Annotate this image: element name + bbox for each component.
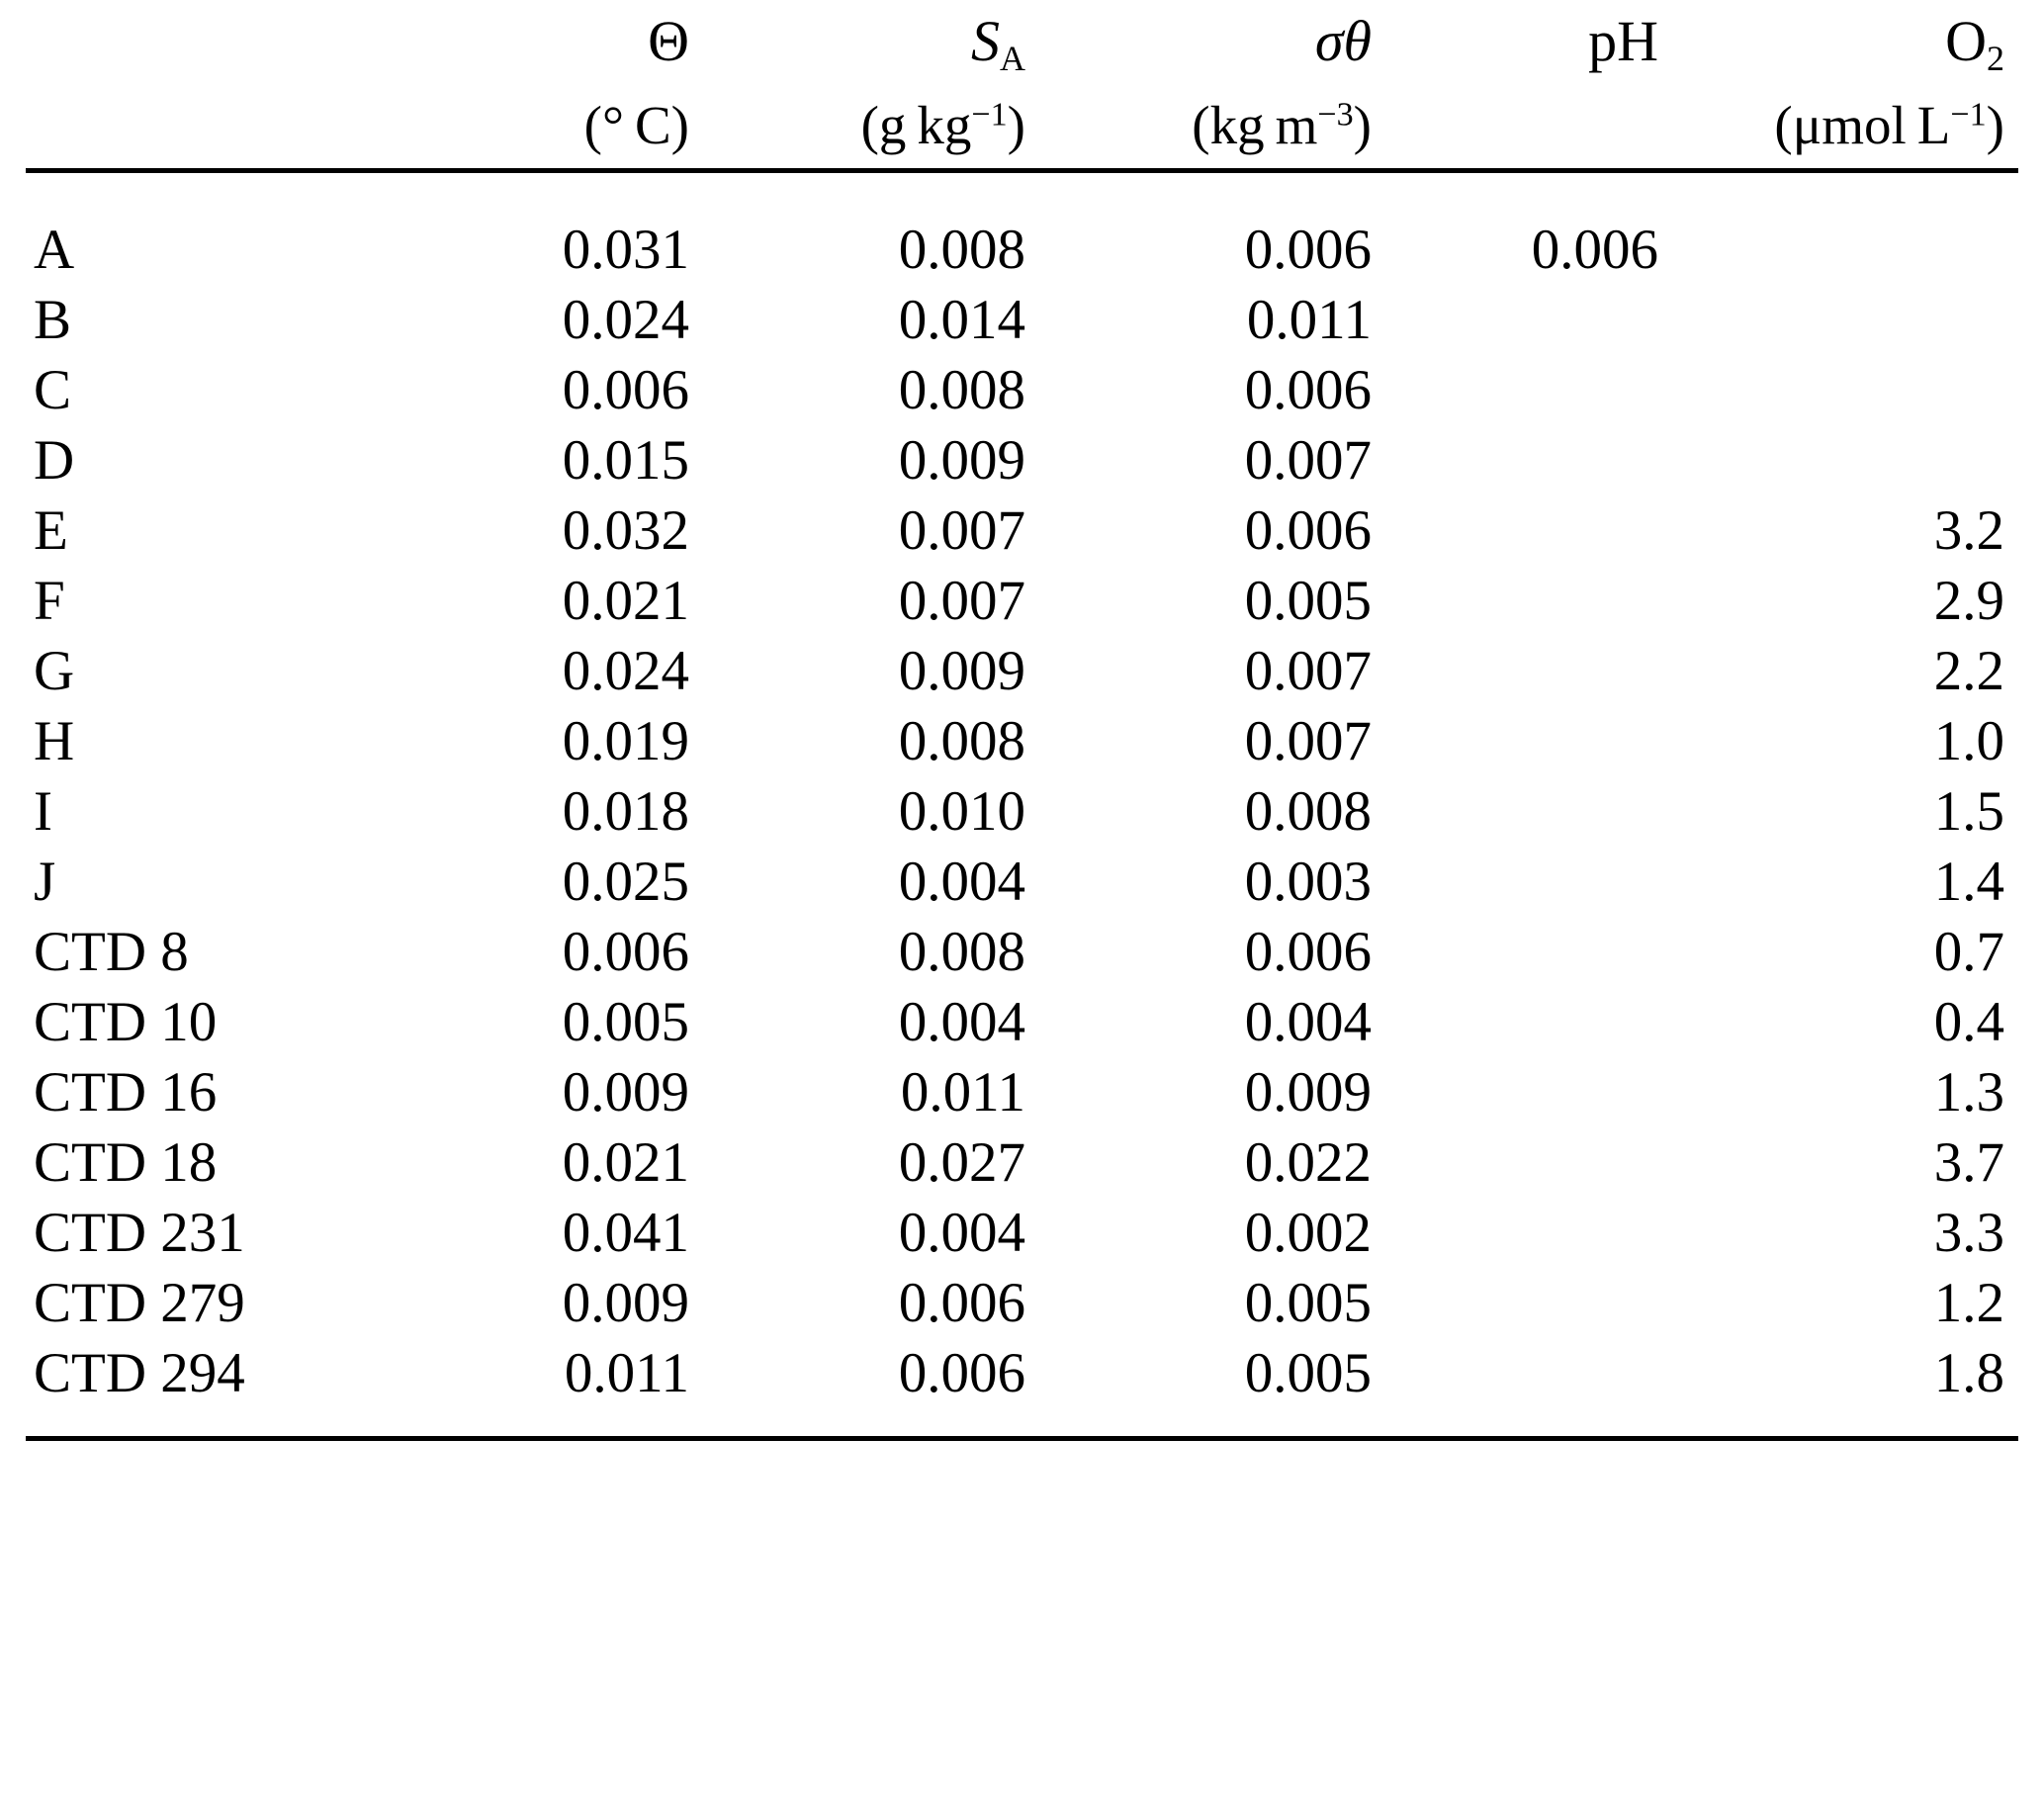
table-row: [26, 495, 2018, 566]
cell-sigma: 0.006: [1244, 219, 1372, 281]
cell-sigma: 0.005: [1244, 1342, 1372, 1404]
table-row: [26, 776, 2018, 847]
table-row: [26, 1057, 2018, 1127]
cell-sigma: 0.007: [1244, 640, 1372, 702]
cell-label: CTD 8: [34, 921, 189, 983]
table-row: [26, 215, 2018, 285]
header-sigma-unit: (kg $m^{-3}$): [1192, 95, 1372, 155]
cell-sigma: 0.006: [1244, 499, 1372, 562]
cell-sigma: 0.006: [1244, 921, 1372, 983]
cell-sa: 0.006: [898, 1342, 1025, 1404]
cell-label: G: [34, 640, 75, 702]
cell-sigma: 0.007: [1244, 429, 1372, 492]
cell-sigma: 0.022: [1244, 1131, 1372, 1194]
cell-o2: [1672, 285, 2018, 355]
cell-theta: 0.024: [562, 289, 689, 351]
table-row: [26, 1268, 2018, 1338]
cell-theta: 0.025: [562, 851, 689, 913]
bottom-rule: [26, 1439, 2018, 1444]
foot-spacer-row: [26, 1408, 2018, 1439]
cell-label: CTD 16: [34, 1061, 218, 1123]
cell-o2: 0.4: [1933, 991, 2004, 1053]
cell-label: B: [34, 289, 72, 351]
cell-sa: 0.027: [898, 1131, 1025, 1194]
header-theta-unit: (° C): [583, 95, 689, 155]
header-spacer-row: [26, 173, 2018, 215]
table-row: [26, 706, 2018, 776]
header-cell-sa: [703, 0, 1039, 171]
header-ph-symbol: pH: [1588, 9, 1658, 73]
cell-label: CTD 10: [34, 991, 218, 1053]
header-sigma: [1039, 0, 1385, 168]
cell-theta: 0.009: [562, 1061, 689, 1123]
cell-ph: [1385, 636, 1672, 706]
table-row: [26, 1198, 2018, 1268]
cell-sigma: 0.005: [1244, 570, 1372, 632]
cell-sa: 0.009: [898, 429, 1025, 492]
cell-label: A: [34, 219, 75, 281]
header-theta: [401, 0, 703, 168]
cell-ph: [1385, 495, 1672, 566]
header-label-blank: [26, 0, 401, 168]
cell-sigma: 0.003: [1244, 851, 1372, 913]
header-o2-symbol: $O_2$: [1945, 9, 2004, 79]
cell-sa: 0.004: [898, 991, 1025, 1053]
cell-theta: 0.041: [562, 1202, 689, 1264]
table-row: [26, 425, 2018, 495]
cell-o2: 3.7: [1933, 1131, 2004, 1194]
table-row: [26, 355, 2018, 425]
cell-ph: [1385, 1198, 1672, 1268]
cell-ph: [1385, 987, 1672, 1057]
cell-sa: 0.014: [898, 289, 1025, 351]
cell-o2: 1.4: [1933, 851, 2004, 913]
cell-label: I: [34, 780, 52, 843]
cell-ph: [1385, 566, 1672, 636]
cell-o2: 3.2: [1933, 499, 2004, 562]
cell-label: D: [34, 429, 75, 492]
bottom-rule-row: [26, 1439, 2018, 1444]
cell-sa: 0.007: [898, 499, 1025, 562]
table-body: [26, 215, 2018, 1408]
cell-label: F: [34, 570, 65, 632]
cell-sigma: 0.011: [1246, 289, 1372, 351]
header-sigma-symbol: σθ: [1314, 9, 1372, 73]
cell-o2: 1.8: [1933, 1342, 2004, 1404]
cell-o2: 1.2: [1933, 1272, 2004, 1334]
cell-label: C: [34, 359, 72, 421]
cell-theta: 0.005: [562, 991, 689, 1053]
cell-sa: 0.004: [898, 1202, 1025, 1264]
cell-sa: 0.007: [898, 570, 1025, 632]
cell-ph: [1385, 1268, 1672, 1338]
cell-sa: 0.010: [898, 780, 1025, 843]
cell-sigma: 0.008: [1244, 780, 1372, 843]
cell-o2: [1672, 355, 2018, 425]
cell-theta: 0.018: [562, 780, 689, 843]
table-header: [26, 0, 2018, 215]
cell-label: CTD 18: [34, 1131, 218, 1194]
cell-sa: 0.006: [898, 1272, 1025, 1334]
cell-label: H: [34, 710, 75, 772]
cell-label: E: [34, 499, 68, 562]
cell-sigma: 0.007: [1244, 710, 1372, 772]
cell-o2: 2.9: [1933, 570, 2004, 632]
cell-label: CTD 279: [34, 1272, 245, 1334]
table-row: [26, 917, 2018, 987]
cell-theta: 0.019: [562, 710, 689, 772]
cell-sa: 0.008: [898, 710, 1025, 772]
cell-sigma: 0.004: [1244, 991, 1372, 1053]
cell-sigma: 0.006: [1244, 359, 1372, 421]
cell-theta: 0.032: [562, 499, 689, 562]
cell-theta: 0.015: [562, 429, 689, 492]
cell-o2: 1.5: [1933, 780, 2004, 843]
header-cell-label: [26, 0, 401, 171]
cell-sigma: 0.002: [1244, 1202, 1372, 1264]
cell-ph: 0.006: [1531, 219, 1658, 281]
cell-sigma: 0.005: [1244, 1272, 1372, 1334]
cell-sigma: 0.009: [1244, 1061, 1372, 1123]
cell-theta: 0.024: [562, 640, 689, 702]
cell-ph: [1385, 1057, 1672, 1127]
cell-label: J: [34, 851, 56, 913]
measurement-uncertainty-table: [26, 0, 2018, 1443]
cell-sa: 0.004: [898, 851, 1025, 913]
header-spacer: [26, 173, 2018, 215]
cell-theta: 0.031: [562, 219, 689, 281]
cell-sa: 0.008: [898, 921, 1025, 983]
cell-theta: 0.006: [562, 921, 689, 983]
cell-o2: [1672, 215, 2018, 285]
cell-o2: 0.7: [1933, 921, 2004, 983]
header-cell-o2: [1672, 0, 2018, 171]
cell-sa: 0.008: [898, 219, 1025, 281]
header-ph-unit: [1385, 83, 1658, 168]
cell-ph: [1385, 355, 1672, 425]
table-row: [26, 1127, 2018, 1198]
cell-ph: [1385, 1127, 1672, 1198]
cell-o2: 2.2: [1933, 640, 2004, 702]
table-row: [26, 566, 2018, 636]
cell-ph: [1385, 776, 1672, 847]
header-cell-sigma: [1039, 0, 1385, 171]
cell-sa: 0.011: [900, 1061, 1025, 1123]
cell-ph: [1385, 1338, 1672, 1408]
table-row: [26, 987, 2018, 1057]
header-cell-theta: [401, 0, 703, 171]
table-foot: [26, 1408, 2018, 1443]
cell-theta: 0.011: [564, 1342, 689, 1404]
table-row: [26, 847, 2018, 917]
header-sa-symbol: $S_A$: [971, 9, 1025, 79]
table-row: [26, 636, 2018, 706]
table-row: [26, 1338, 2018, 1408]
cell-label: CTD 294: [34, 1342, 245, 1404]
cell-theta: 0.006: [562, 359, 689, 421]
cell-theta: 0.021: [562, 1131, 689, 1194]
header-o2: [1672, 0, 2018, 168]
header-sa: [703, 0, 1039, 168]
cell-ph: [1385, 847, 1672, 917]
cell-ph: [1385, 425, 1672, 495]
cell-o2: [1672, 425, 2018, 495]
cell-sa: 0.008: [898, 359, 1025, 421]
cell-ph: [1385, 706, 1672, 776]
cell-theta: 0.021: [562, 570, 689, 632]
header-theta-symbol: Θ: [648, 9, 689, 73]
cell-o2: 1.0: [1933, 710, 2004, 772]
cell-label: CTD 231: [34, 1202, 245, 1264]
cell-sa: 0.009: [898, 640, 1025, 702]
header-row: [26, 0, 2018, 171]
header-ph: [1385, 0, 1672, 168]
cell-ph: [1385, 917, 1672, 987]
foot-spacer: [26, 1408, 2018, 1439]
header-o2-unit: (μmol $L^{-1}$): [1774, 95, 2004, 155]
cell-o2: 3.3: [1933, 1202, 2004, 1264]
table-row: [26, 285, 2018, 355]
cell-o2: 1.3: [1933, 1061, 2004, 1123]
cell-theta: 0.009: [562, 1272, 689, 1334]
header-sa-unit: (g $kg^{-1}$): [860, 95, 1025, 155]
cell-ph: [1385, 285, 1672, 355]
header-cell-ph: [1385, 0, 1672, 171]
